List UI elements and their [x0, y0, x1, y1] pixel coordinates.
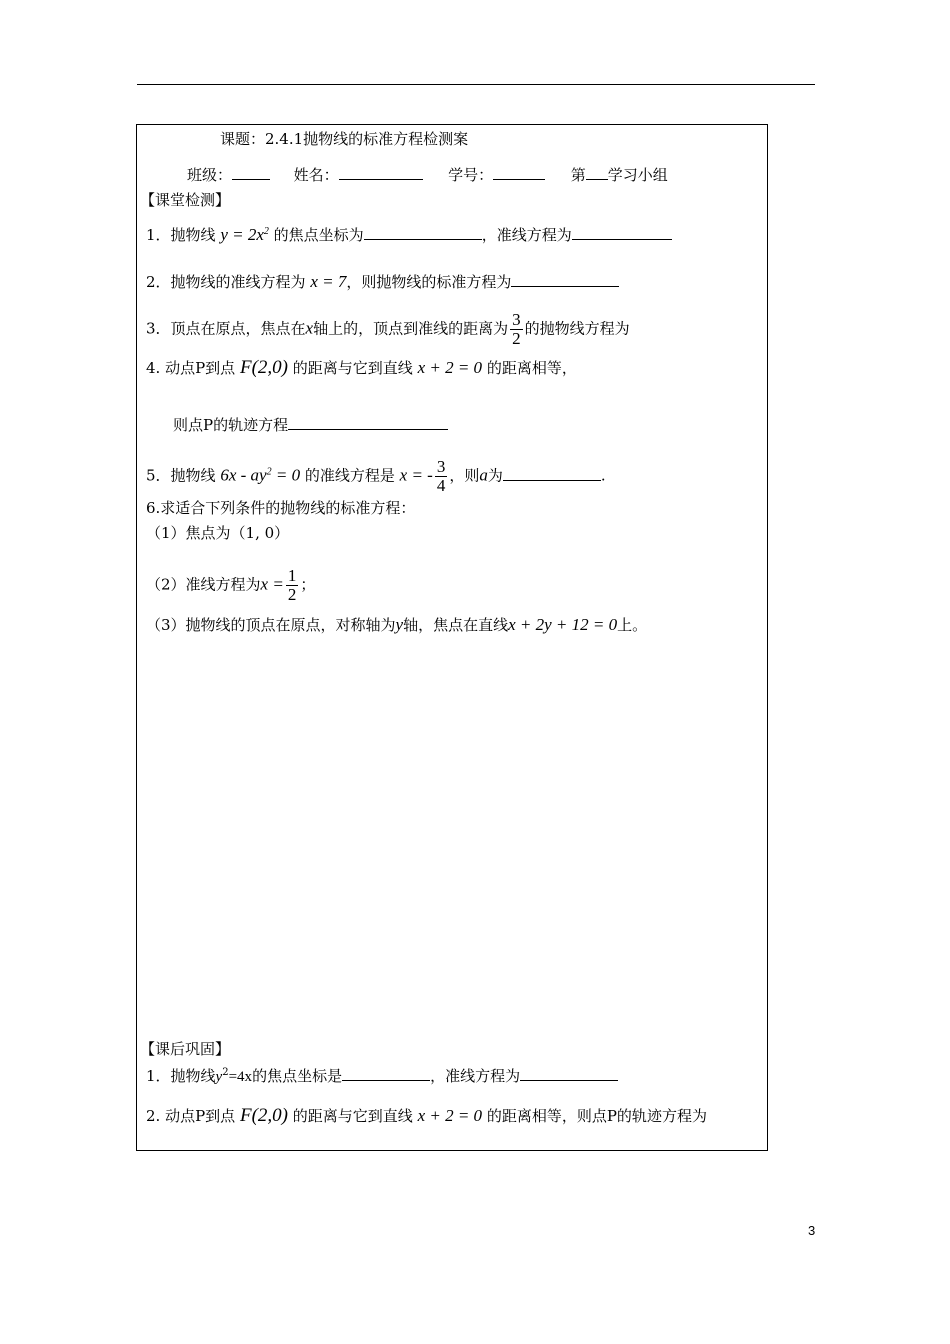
fraction: $\frac{3}{4}$ — [436, 457, 446, 495]
math-expr: F(2,0) — [239, 357, 288, 378]
id-label: 学号： — [448, 166, 494, 184]
question-6: 6.求适合下列条件的抛物线的标准方程： — [146, 499, 416, 517]
answer-blank[interactable] — [342, 1066, 430, 1081]
math-expr: x = 7 — [310, 272, 347, 291]
fraction: $\frac{1}{2}$ — [287, 566, 297, 604]
question-3: 3．顶点在原点，焦点在x轴上的，顶点到准线的距离为 $\frac{3}{2}$ 的抛物线方程为 — [146, 310, 630, 348]
homework-question-2: 2. 动点P到点 F(2,0) 的距离与它到直线 x + 2 = 0 的距离相等，则点P的轨迹方程为 — [146, 1105, 707, 1126]
class-label: 班级： — [187, 166, 233, 184]
question-1: 1．抛物线 $y = 2x^2$ 的焦点坐标为 ，准线方程为 — [146, 222, 672, 245]
answer-blank[interactable] — [288, 415, 448, 430]
answer-blank[interactable] — [364, 225, 482, 240]
question-4-continued: 则点P的轨迹方程 — [173, 415, 448, 435]
math-expr: F(2,0) — [239, 1105, 288, 1126]
math-expr: x + 2y + 12 = 0 — [508, 615, 618, 634]
question-5: 5．抛物线 $6x - ay^2 = 0$ 的准线方程是 x = - $\frac{3}{4}$ ，则a为 . — [146, 457, 606, 495]
answer-blank[interactable] — [520, 1066, 618, 1081]
fraction: $\frac{3}{2}$ — [512, 310, 521, 348]
question-6-part-1: （1）焦点为（1, 0） — [146, 524, 290, 542]
math-expr: x + 2 = 0 — [417, 358, 483, 377]
group-blank[interactable] — [586, 165, 608, 180]
answer-blank[interactable] — [572, 225, 672, 240]
page-number: 3 — [808, 1223, 816, 1238]
answer-blank[interactable] — [503, 466, 601, 481]
math-expr: y = 2x — [220, 225, 264, 244]
question-4: 4. 动点P到点 F(2,0) 的距离与它到直线 x + 2 = 0 的距离相等， — [146, 357, 577, 378]
id-blank[interactable] — [493, 165, 545, 180]
question-6-part-3: （3）抛物线的顶点在原点，对称轴为y轴，焦点在直线x + 2y + 12 = 0上。 — [146, 615, 648, 634]
homework-question-1: 1．抛物线$y^2=4x$的焦点坐标是 ，准线方程为 — [146, 1063, 618, 1087]
question-6-part-2: （2）准线方程为x = $\frac{1}{2}$ ； — [146, 566, 316, 604]
worksheet-title: 课题：2.4.1抛物线的标准方程检测案 — [220, 130, 469, 148]
group-suffix: 学习小组 — [607, 166, 668, 184]
student-info-row — [187, 165, 668, 185]
question-2: 2．抛物线的准线方程为 x = 7，则抛物线的标准方程为 — [146, 272, 619, 292]
answer-blank[interactable] — [511, 272, 619, 287]
group-prefix: 第 — [570, 166, 586, 184]
class-blank[interactable] — [232, 165, 270, 180]
name-blank[interactable] — [339, 165, 423, 180]
name-label: 姓名： — [293, 166, 339, 184]
section-heading-classroom: 【课堂检测】 — [140, 191, 231, 209]
header-rule — [137, 84, 815, 85]
section-heading-homework: 【课后巩固】 — [140, 1040, 231, 1058]
math-expr: x + 2 = 0 — [417, 1106, 483, 1125]
